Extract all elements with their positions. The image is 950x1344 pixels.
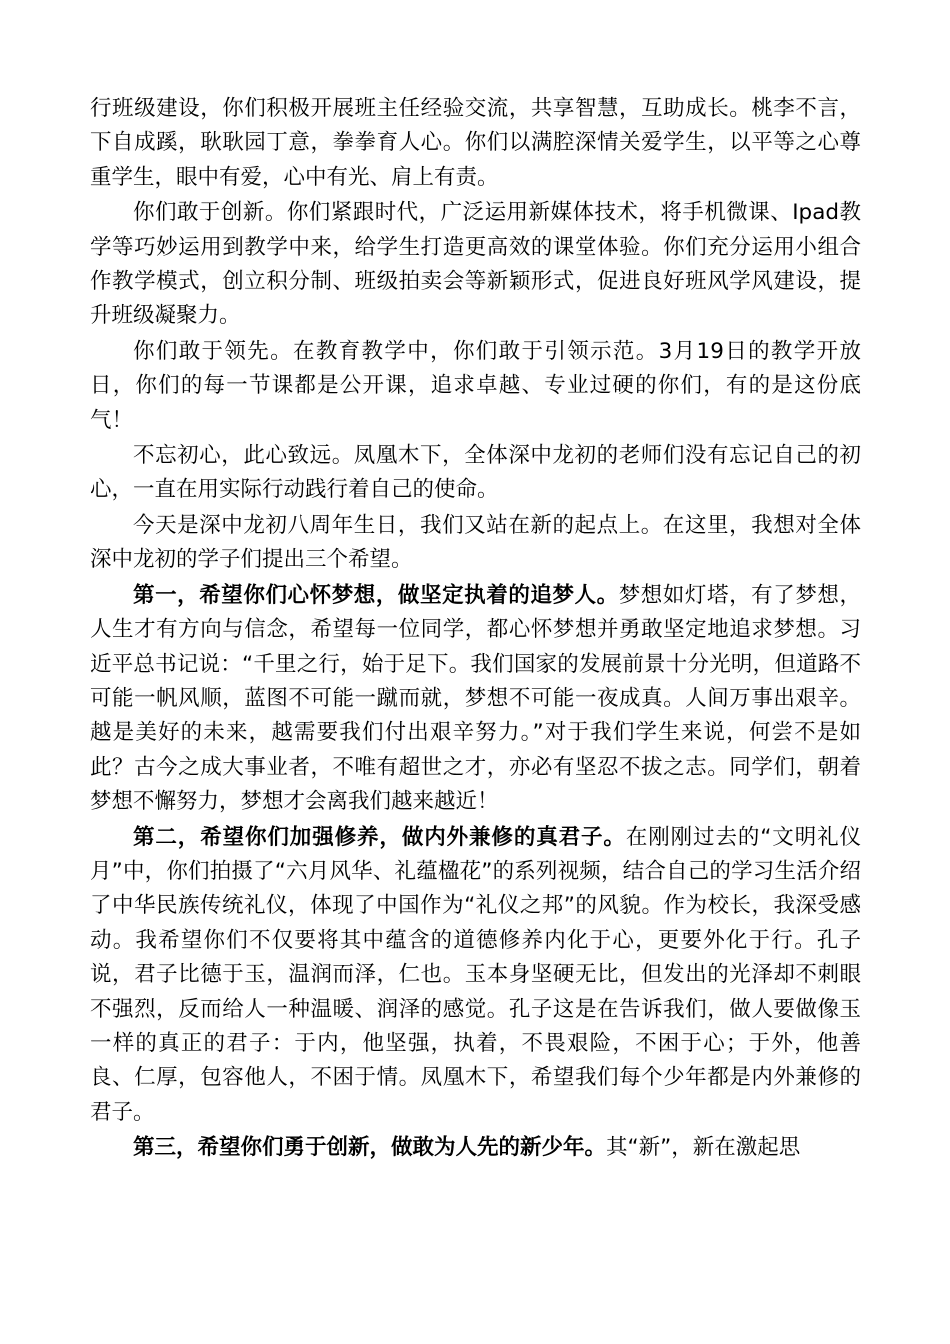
paragraph-2 (90, 196, 861, 334)
paragraph-8 (90, 1131, 861, 1165)
paragraph-7-lead: 第二，希望你们加强修养，做内外兼修的真君子。 (133, 824, 626, 850)
paragraph-6-text: 梦想如灯塔，有了梦想，人生才有方向与信念，希望每一位同学，都心怀梦想并勇敢坚定地追求梦想。习近平总书记说：“千里之行，始于足下。我们国家的发展前景十分光明，但道路不可能一帆风顺，蓝图不可能一蹴而就，梦想不可能一夜成真。人间万事出艰辛。越是美好的未来，越需要我们付出艰辛努力。”对于我们学生来说，何尝不是如此？古今之成大事业者，不唯有超世之才，亦必有坚忍不拔之志。同学们，朝着梦想不懈努力，梦想才会离我们越来越近！ (90, 582, 861, 815)
paragraph-3 (90, 335, 861, 438)
paragraph-7-text: 在刚刚过去的“文明礼仪月”中，你们拍摄了“六月风华、礼蕴楹花”的系列视频，结合自己的学习生活介绍了中华民族传统礼仪，体现了中国作为“礼仪之邦”的风貌。作为校长，我深受感动。我希望你们不仅要将其中蕴含的道德修养内化于心，更要外化于行。孔子说，君子比德于玉，温润而泽，仁也。玉本身坚硬无比，但发出的光泽却不刺眼不强烈，反而给人一种温暖、润泽的感觉。孔子这是在告诉我们，做人要做像玉一样的真正的君子：于内，他坚强，执着，不畏艰险，不困于心；于外，他善良、仁厚，包容他人，不困于情。凤凰木下，希望我们每个少年都是内外兼修的君子。 (90, 824, 861, 1125)
paragraph-1-text: 行班级建设，你们积极开展班主任经验交流，共享智慧，互助成长。桃李不言，下自成蹊，耿耿园丁意，拳拳育人心。你们以满腔深情关爱学生，以平等之心尊重学生，眼中有爱，心中有光、肩上有责。 (90, 96, 861, 190)
paragraph-3-text: 你们敢于领先。在教育教学中，你们敢于引领示范。3月19日的教学开放日，你们的每一节课都是公开课，追求卓越、专业过硬的你们，有的是这份底气！ (90, 338, 861, 433)
paragraph-8-text: 其“新”，新在激起思 (606, 1135, 801, 1161)
paragraph-4-text: 不忘初心，此心致远。凤凰木下，全体深中龙初的老师们没有忘记自己的初心，一直在用实际行动践行着自己的使命。 (90, 443, 861, 503)
paragraph-5-text: 今天是深中龙初八周年生日，我们又站在新的起点上。在这里，我想对全体深中龙初的学子们提出三个希望。 (90, 512, 861, 573)
paragraph-8-lead: 第三，希望你们勇于创新，做敢为人先的新少年。 (133, 1135, 607, 1161)
paragraph-1 (90, 92, 861, 195)
paragraph-4 (90, 439, 861, 508)
paragraph-2-text: 你们敢于创新。你们紧跟时代，广泛运用新媒体技术，将手机微课、Ipad教学等巧妙运用到教学中来，给学生打造更高效的课堂体验。你们充分运用小组合作教学模式，创立积分制、班级拍卖会等新颖形式，促进良好班风学风建设，提升班级凝聚力。 (90, 200, 861, 329)
paragraph-6-lead: 第一，希望你们心怀梦想，做坚定执着的追梦人。 (133, 582, 619, 608)
paragraph-6 (90, 579, 861, 820)
paragraph-7 (90, 821, 861, 1131)
paragraph-5 (90, 509, 861, 578)
